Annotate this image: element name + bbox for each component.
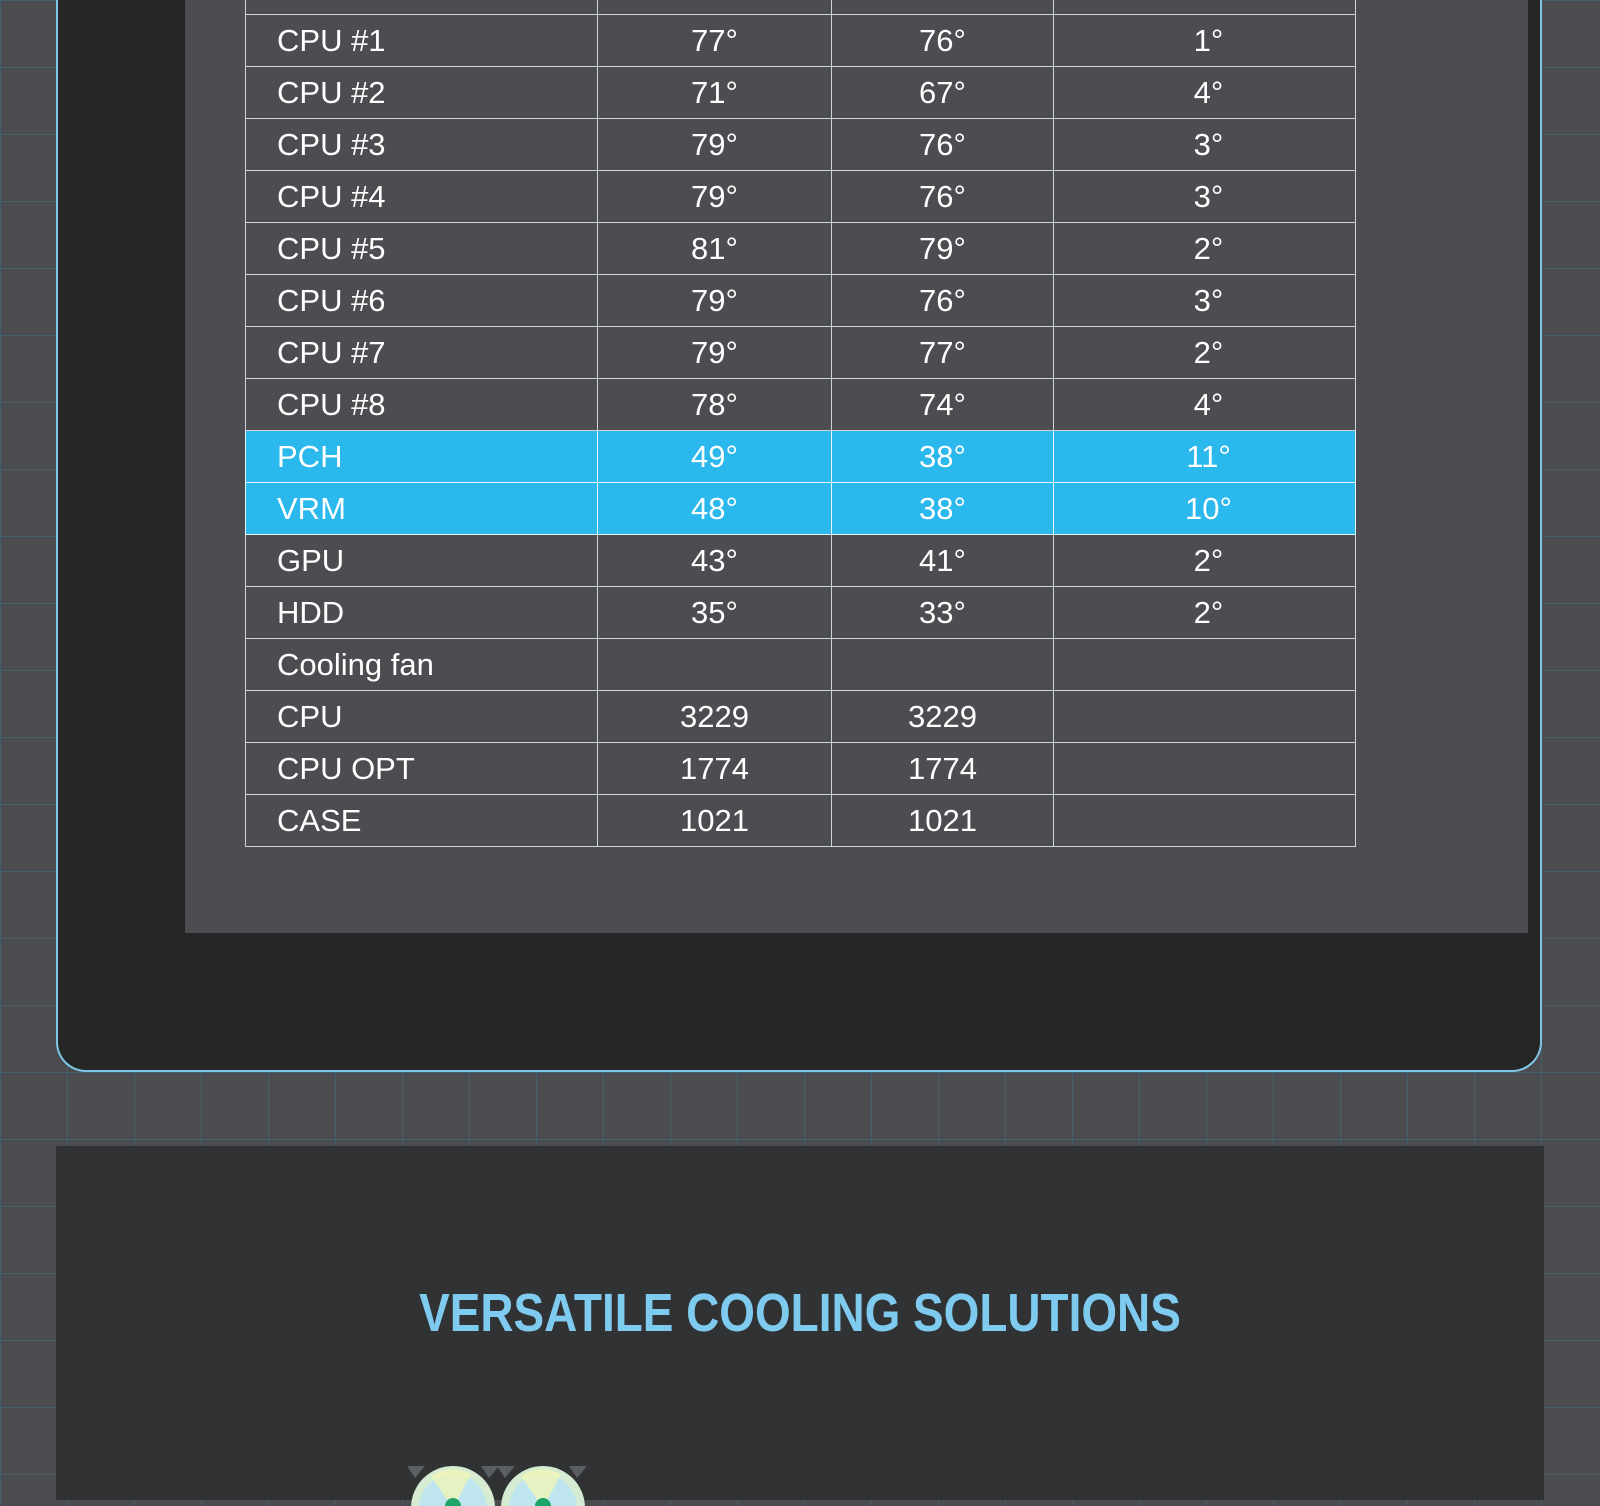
row-name-cell: CPU #1 (246, 15, 598, 67)
value-cell: 33° (832, 587, 1054, 639)
temperature-table-body (246, 0, 1356, 847)
value-cell: 79° (598, 327, 832, 379)
value-cell: 76° (832, 119, 1054, 171)
table-row (246, 0, 1356, 15)
row-name-cell (246, 0, 598, 15)
table-row (246, 431, 1356, 483)
table-row (246, 639, 1356, 691)
difference-cell: 3° (1054, 171, 1356, 223)
table-row (246, 535, 1356, 587)
row-name-cell: VRM (246, 483, 598, 535)
row-name-cell: PCH (246, 431, 598, 483)
value-cell: 38° (832, 483, 1054, 535)
table-row (246, 327, 1356, 379)
difference-cell (1054, 691, 1356, 743)
value-cell: 1774 (832, 743, 1054, 795)
value-cell: 81° (598, 223, 832, 275)
difference-cell (1054, 639, 1356, 691)
row-name-cell: CPU #3 (246, 119, 598, 171)
difference-cell: 10° (1054, 483, 1356, 535)
value-cell: 3229 (598, 691, 832, 743)
value-cell: 41° (832, 535, 1054, 587)
row-name-cell: HDD (246, 587, 598, 639)
table-row (246, 15, 1356, 67)
value-cell (598, 639, 832, 691)
value-cell: 3229 (832, 691, 1054, 743)
value-cell: 77° (598, 15, 832, 67)
temperature-table (245, 0, 1356, 847)
value-cell: 76° (832, 171, 1054, 223)
value-cell: 74° (832, 379, 1054, 431)
value-cell: 35° (598, 587, 832, 639)
value-cell: 79° (598, 119, 832, 171)
value-cell: 71° (598, 67, 832, 119)
value-cell: 78° (598, 379, 832, 431)
difference-cell: 3° (1054, 119, 1356, 171)
difference-cell: 1° (1054, 15, 1356, 67)
value-cell: 67° (832, 67, 1054, 119)
value-cell: 79° (832, 223, 1054, 275)
cooling-solutions-section (56, 1146, 1544, 1500)
table-row (246, 275, 1356, 327)
row-name-cell: CPU OPT (246, 743, 598, 795)
fan-icons (401, 1466, 601, 1506)
table-row (246, 743, 1356, 795)
value-cell: 43° (598, 535, 832, 587)
row-name-cell: CPU #5 (246, 223, 598, 275)
difference-cell: 2° (1054, 327, 1356, 379)
difference-cell: 4° (1054, 67, 1356, 119)
value-cell: 1774 (598, 743, 832, 795)
table-row (246, 483, 1356, 535)
difference-cell (1054, 0, 1356, 15)
fan-icon (497, 1466, 587, 1506)
fan-icon (407, 1466, 499, 1506)
difference-cell: 3° (1054, 275, 1356, 327)
row-name-cell: CPU #6 (246, 275, 598, 327)
value-cell: 48° (598, 483, 832, 535)
value-cell: 1021 (832, 795, 1054, 847)
section-title: VERSATILE COOLING SOLUTIONS (419, 1283, 1181, 1343)
table-row (246, 119, 1356, 171)
row-name-cell: CPU #7 (246, 327, 598, 379)
value-cell (598, 0, 832, 15)
row-name-cell: CPU (246, 691, 598, 743)
table-row (246, 691, 1356, 743)
row-name-cell: Cooling fan (246, 639, 598, 691)
table-row (246, 171, 1356, 223)
value-cell: 79° (598, 275, 832, 327)
value-cell: 77° (832, 327, 1054, 379)
difference-cell: 2° (1054, 535, 1356, 587)
difference-cell: 4° (1054, 379, 1356, 431)
difference-cell (1054, 795, 1356, 847)
difference-cell: 2° (1054, 223, 1356, 275)
table-row (246, 67, 1356, 119)
value-cell: 76° (832, 15, 1054, 67)
table-row (246, 587, 1356, 639)
table-row (246, 379, 1356, 431)
difference-cell: 11° (1054, 431, 1356, 483)
value-cell (832, 0, 1054, 15)
value-cell: 1021 (598, 795, 832, 847)
row-name-cell: CPU #2 (246, 67, 598, 119)
row-name-cell: GPU (246, 535, 598, 587)
table-row (246, 795, 1356, 847)
value-cell: 76° (832, 275, 1054, 327)
table-row (246, 223, 1356, 275)
value-cell: 79° (598, 171, 832, 223)
difference-cell: 2° (1054, 587, 1356, 639)
value-cell: 38° (832, 431, 1054, 483)
row-name-cell: CPU #4 (246, 171, 598, 223)
value-cell: 49° (598, 431, 832, 483)
value-cell (832, 639, 1054, 691)
difference-cell (1054, 743, 1356, 795)
row-name-cell: CPU #8 (246, 379, 598, 431)
row-name-cell: CASE (246, 795, 598, 847)
